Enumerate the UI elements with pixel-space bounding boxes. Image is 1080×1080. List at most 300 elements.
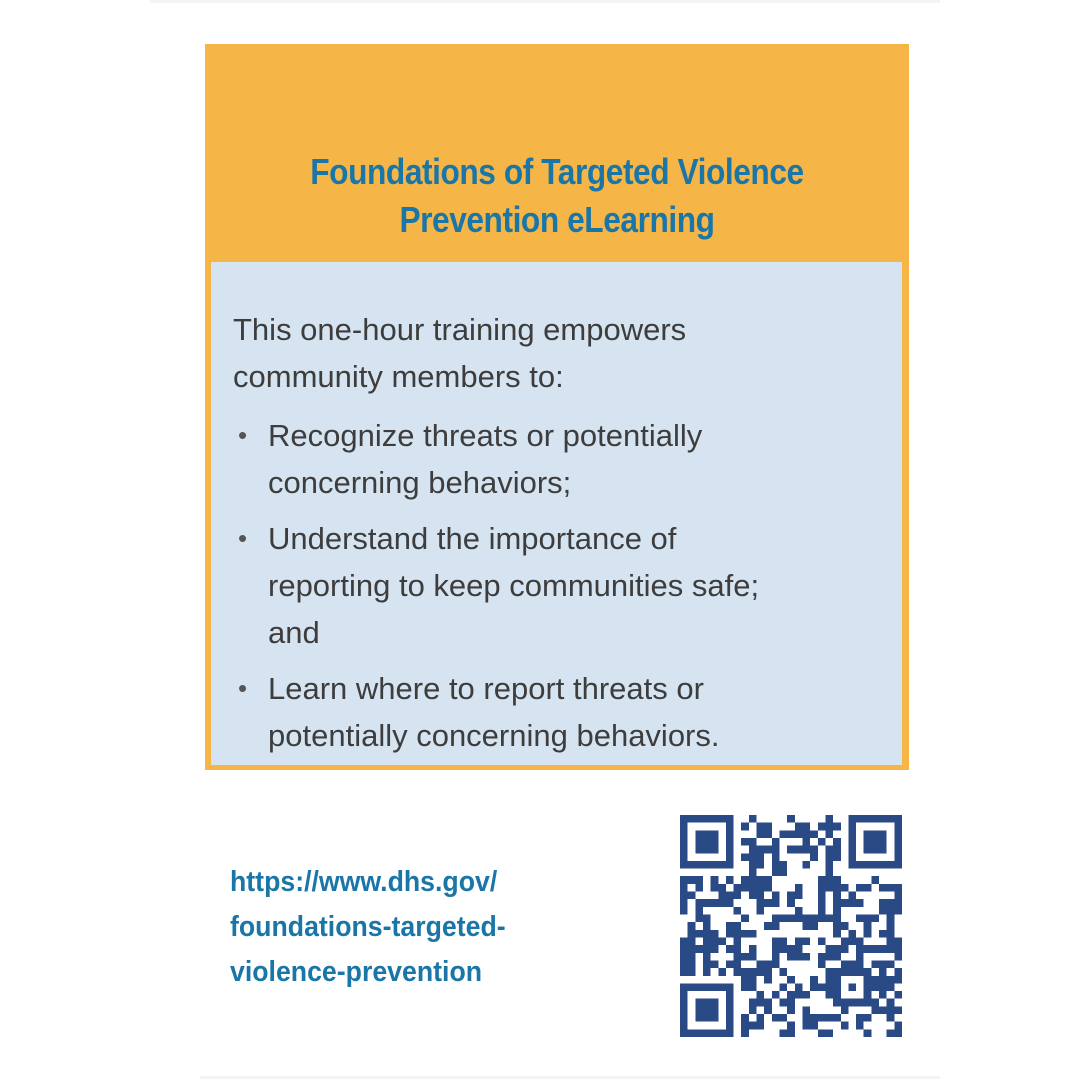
- qr-module: [703, 846, 711, 854]
- qr-module: [734, 960, 742, 968]
- qr-module: [871, 815, 879, 823]
- qr-module: [726, 1014, 734, 1022]
- qr-module: [825, 968, 833, 976]
- qr-module: [741, 968, 749, 976]
- qr-module: [802, 1006, 810, 1014]
- qr-module: [841, 937, 849, 945]
- qr-module: [894, 907, 902, 915]
- qr-module: [703, 830, 711, 838]
- qr-module: [810, 922, 818, 930]
- qr-module: [864, 815, 872, 823]
- qr-module: [703, 930, 711, 938]
- qr-module: [726, 899, 734, 907]
- qr-module: [810, 1022, 818, 1030]
- qr-module: [749, 1006, 757, 1014]
- bullet-icon: •: [238, 523, 248, 553]
- qr-module: [833, 823, 841, 831]
- qr-module: [680, 815, 688, 823]
- url-line-2[interactable]: foundations-targeted-: [230, 911, 506, 943]
- qr-module: [825, 953, 833, 961]
- qr-module: [734, 922, 742, 930]
- qr-module: [833, 899, 841, 907]
- qr-module: [818, 983, 826, 991]
- qr-module: [741, 838, 749, 846]
- qr-module: [726, 1006, 734, 1014]
- qr-module: [802, 937, 810, 945]
- qr-module: [695, 830, 703, 838]
- qr-module: [864, 976, 872, 984]
- qr-module: [795, 953, 803, 961]
- qr-module: [680, 968, 688, 976]
- qr-module: [864, 830, 872, 838]
- qr-module: [887, 1014, 895, 1022]
- qr-module: [879, 991, 887, 999]
- qr-module: [856, 968, 864, 976]
- qr-module: [757, 991, 765, 999]
- qr-module: [871, 999, 879, 1007]
- qr-module: [749, 869, 757, 877]
- qr-module: [757, 999, 765, 1007]
- qr-module: [749, 968, 757, 976]
- qr-module: [879, 968, 887, 976]
- qr-module: [726, 1022, 734, 1030]
- qr-module: [887, 1006, 895, 1014]
- qr-module: [864, 968, 872, 976]
- intro-line-1: This one-hour training empowers: [233, 312, 687, 347]
- qr-module: [787, 892, 795, 900]
- qr-module: [841, 1006, 849, 1014]
- qr-module: [741, 853, 749, 861]
- qr-module: [848, 930, 856, 938]
- qr-module: [825, 869, 833, 877]
- qr-module: [764, 876, 772, 884]
- qr-module: [864, 999, 872, 1007]
- bullet-line: potentially concerning behaviors.: [268, 718, 720, 753]
- qr-module: [711, 899, 719, 907]
- qr-module: [764, 960, 772, 968]
- qr-module: [795, 884, 803, 892]
- qr-module: [787, 815, 795, 823]
- qr-module: [695, 915, 703, 923]
- qr-module: [780, 968, 788, 976]
- qr-module: [887, 922, 895, 930]
- qr-module: [734, 884, 742, 892]
- qr-module: [841, 999, 849, 1007]
- qr-module: [856, 815, 864, 823]
- qr-module: [848, 838, 856, 846]
- qr-module: [703, 838, 711, 846]
- qr-module: [711, 815, 719, 823]
- qr-module: [879, 1006, 887, 1014]
- qr-module: [795, 983, 803, 991]
- qr-module: [871, 876, 879, 884]
- qr-module: [887, 999, 895, 1007]
- qr-module: [695, 899, 703, 907]
- bullet-item: [233, 412, 893, 506]
- qr-module: [749, 953, 757, 961]
- bullet-line: Learn where to report threats or: [268, 671, 704, 706]
- qr-module: [680, 1006, 688, 1014]
- qr-module: [688, 922, 696, 930]
- bullet-line: concerning behaviors;: [268, 465, 572, 500]
- qr-module: [772, 960, 780, 968]
- qr-module: [833, 853, 841, 861]
- qr-module: [688, 937, 696, 945]
- qr-module: [764, 922, 772, 930]
- qr-module: [894, 1006, 902, 1014]
- qr-module: [734, 945, 742, 953]
- qr-module: [772, 861, 780, 869]
- qr-module: [718, 884, 726, 892]
- qr-module: [833, 983, 841, 991]
- intro-line-2: community members to:: [233, 359, 564, 394]
- qr-module: [772, 953, 780, 961]
- url-line-3[interactable]: violence-prevention: [230, 956, 483, 988]
- qr-module: [818, 884, 826, 892]
- url-line-1[interactable]: https://www.dhs.gov/: [230, 866, 498, 898]
- qr-module: [749, 846, 757, 854]
- qr-module: [871, 945, 879, 953]
- qr-module: [726, 815, 734, 823]
- qr-module: [848, 892, 856, 900]
- qr-module: [741, 1022, 749, 1030]
- qr-module: [818, 953, 826, 961]
- qr-module: [711, 1006, 719, 1014]
- qr-module: [688, 930, 696, 938]
- qr-module: [887, 815, 895, 823]
- qr-module: [680, 892, 688, 900]
- qr-module: [818, 937, 826, 945]
- qr-module: [772, 945, 780, 953]
- bullet-line: and: [268, 615, 320, 650]
- qr-module: [703, 1014, 711, 1022]
- qr-module: [894, 823, 902, 831]
- qr-module: [810, 983, 818, 991]
- qr-module: [825, 976, 833, 984]
- qr-module: [726, 991, 734, 999]
- course-title-line-1: Foundations of Targeted Violence: [310, 151, 804, 192]
- qr-module: [703, 945, 711, 953]
- qr-module: [787, 846, 795, 854]
- qr-module: [695, 846, 703, 854]
- qr-module: [695, 907, 703, 915]
- qr-module: [680, 876, 688, 884]
- qr-module: [780, 983, 788, 991]
- qr-module: [856, 861, 864, 869]
- qr-module: [680, 838, 688, 846]
- qr-module: [802, 1022, 810, 1030]
- qr-module: [818, 823, 826, 831]
- qr-module: [703, 815, 711, 823]
- course-card: [205, 44, 909, 770]
- qr-module: [680, 937, 688, 945]
- qr-module: [856, 915, 864, 923]
- qr-module: [680, 846, 688, 854]
- qr-module: [894, 892, 902, 900]
- qr-module: [703, 968, 711, 976]
- qr-module: [749, 876, 757, 884]
- qr-module: [749, 892, 757, 900]
- qr-module: [764, 830, 772, 838]
- intro-text: [233, 306, 873, 400]
- qr-module: [749, 815, 757, 823]
- qr-module: [825, 983, 833, 991]
- qr-module: [848, 983, 856, 991]
- qr-module: [726, 930, 734, 938]
- qr-module: [810, 1014, 818, 1022]
- qr-module: [757, 960, 765, 968]
- qr-module: [718, 1029, 726, 1037]
- course-url-link[interactable]: [230, 860, 506, 995]
- qr-module: [833, 1014, 841, 1022]
- qr-module: [734, 968, 742, 976]
- qr-module: [703, 922, 711, 930]
- qr-module: [749, 884, 757, 892]
- qr-module: [802, 915, 810, 923]
- qr-module: [795, 846, 803, 854]
- qr-module: [749, 945, 757, 953]
- qr-module: [879, 815, 887, 823]
- qr-module: [818, 1014, 826, 1022]
- qr-module: [871, 861, 879, 869]
- qr-module: [795, 892, 803, 900]
- qr-module: [894, 1029, 902, 1037]
- qr-module: [703, 1006, 711, 1014]
- qr-module: [680, 1022, 688, 1030]
- qr-module: [772, 937, 780, 945]
- qr-module: [772, 892, 780, 900]
- qr-module: [718, 983, 726, 991]
- qr-module: [825, 815, 833, 823]
- qr-module: [695, 930, 703, 938]
- qr-module: [780, 1029, 788, 1037]
- qr-module: [856, 899, 864, 907]
- qr-module: [726, 823, 734, 831]
- qr-module: [879, 907, 887, 915]
- qr-module: [711, 945, 719, 953]
- qr-module: [734, 937, 742, 945]
- qr-module: [887, 983, 895, 991]
- qr-module: [856, 999, 864, 1007]
- qr-module: [749, 853, 757, 861]
- qr-module: [833, 915, 841, 923]
- qr-module: [726, 960, 734, 968]
- qr-module: [680, 991, 688, 999]
- bullet-icon: •: [238, 420, 248, 450]
- qr-module: [780, 937, 788, 945]
- qr-module: [795, 991, 803, 999]
- qr-module: [833, 991, 841, 999]
- qr-module: [787, 999, 795, 1007]
- qr-module: [871, 846, 879, 854]
- qr-module: [894, 899, 902, 907]
- qr-module: [887, 884, 895, 892]
- bullet-line: reporting to keep communities safe;: [268, 568, 760, 603]
- qr-module: [879, 830, 887, 838]
- qr-module: [757, 907, 765, 915]
- qr-module: [864, 983, 872, 991]
- qr-module: [764, 968, 772, 976]
- qr-module: [695, 876, 703, 884]
- qr-module: [887, 861, 895, 869]
- qr-module: [879, 838, 887, 846]
- qr-module: [864, 1029, 872, 1037]
- qr-module: [695, 884, 703, 892]
- qr-module: [680, 830, 688, 838]
- qr-module: [726, 983, 734, 991]
- qr-module: [825, 884, 833, 892]
- qr-module: [734, 930, 742, 938]
- qr-module: [825, 861, 833, 869]
- qr-code-icon[interactable]: [680, 815, 902, 1037]
- qr-module: [825, 1014, 833, 1022]
- qr-module: [864, 991, 872, 999]
- qr-module: [772, 838, 780, 846]
- qr-module: [879, 945, 887, 953]
- bullet-line: Recognize threats or potentially: [268, 418, 703, 453]
- qr-module: [787, 953, 795, 961]
- qr-module: [887, 1029, 895, 1037]
- qr-module: [695, 838, 703, 846]
- bullet-icon: •: [238, 673, 248, 703]
- qr-module: [787, 1029, 795, 1037]
- qr-module: [848, 999, 856, 1007]
- qr-module: [802, 922, 810, 930]
- qr-module: [757, 1022, 765, 1030]
- qr-module: [841, 968, 849, 976]
- qr-module: [894, 1022, 902, 1030]
- qr-module: [703, 1029, 711, 1037]
- qr-module: [864, 884, 872, 892]
- qr-module: [864, 930, 872, 938]
- qr-module: [856, 945, 864, 953]
- qr-module: [749, 838, 757, 846]
- qr-module: [718, 899, 726, 907]
- qr-module: [726, 876, 734, 884]
- qr-module: [680, 884, 688, 892]
- qr-module: [680, 899, 688, 907]
- qr-module: [887, 937, 895, 945]
- qr-module: [711, 1029, 719, 1037]
- qr-module: [688, 960, 696, 968]
- qr-module: [894, 815, 902, 823]
- qr-module: [703, 983, 711, 991]
- qr-module: [688, 953, 696, 961]
- qr-module: [680, 853, 688, 861]
- qr-module: [879, 884, 887, 892]
- qr-module: [894, 945, 902, 953]
- top-rule: [150, 0, 940, 3]
- qr-module: [864, 846, 872, 854]
- qr-module: [718, 815, 726, 823]
- qr-module: [833, 907, 841, 915]
- qr-module: [879, 983, 887, 991]
- qr-module: [871, 1006, 879, 1014]
- qr-module: [711, 846, 719, 854]
- qr-module: [703, 915, 711, 923]
- qr-module: [764, 976, 772, 984]
- qr-module: [825, 853, 833, 861]
- qr-module: [795, 945, 803, 953]
- qr-module: [894, 853, 902, 861]
- qr-module: [856, 884, 864, 892]
- qr-module: [741, 876, 749, 884]
- qr-module: [825, 830, 833, 838]
- qr-module: [810, 853, 818, 861]
- qr-module: [802, 846, 810, 854]
- qr-module: [795, 823, 803, 831]
- qr-module: [734, 907, 742, 915]
- qr-module: [688, 892, 696, 900]
- qr-module: [871, 838, 879, 846]
- qr-module: [833, 846, 841, 854]
- qr-module: [772, 922, 780, 930]
- qr-module: [848, 846, 856, 854]
- qr-module: [726, 892, 734, 900]
- qr-module: [802, 823, 810, 831]
- qr-module: [757, 899, 765, 907]
- qr-module: [772, 991, 780, 999]
- qr-module: [757, 884, 765, 892]
- qr-module: [749, 999, 757, 1007]
- qr-module: [726, 999, 734, 1007]
- qr-module: [894, 861, 902, 869]
- qr-module: [856, 937, 864, 945]
- qr-module: [871, 960, 879, 968]
- qr-module: [711, 983, 719, 991]
- qr-module: [879, 976, 887, 984]
- qr-module: [841, 884, 849, 892]
- qr-module: [841, 1022, 849, 1030]
- qr-module: [787, 991, 795, 999]
- qr-module: [871, 915, 879, 923]
- qr-module: [787, 976, 795, 984]
- qr-module: [894, 846, 902, 854]
- qr-module: [680, 823, 688, 831]
- qr-module: [757, 830, 765, 838]
- qr-module: [726, 1029, 734, 1037]
- qr-module: [764, 899, 772, 907]
- qr-module: [780, 861, 788, 869]
- qr-module: [818, 876, 826, 884]
- qr-module: [879, 846, 887, 854]
- qr-module: [818, 960, 826, 968]
- qr-module: [711, 861, 719, 869]
- qr-module: [833, 999, 841, 1007]
- qr-module: [848, 960, 856, 968]
- qr-module: [864, 945, 872, 953]
- qr-module: [688, 1029, 696, 1037]
- qr-module: [894, 976, 902, 984]
- qr-module: [856, 953, 864, 961]
- qr-module: [871, 976, 879, 984]
- qr-module: [757, 853, 765, 861]
- qr-module: [726, 830, 734, 838]
- qr-module: [757, 861, 765, 869]
- qr-module: [802, 861, 810, 869]
- qr-module: [695, 861, 703, 869]
- qr-module: [688, 876, 696, 884]
- qr-module: [695, 945, 703, 953]
- qr-module: [818, 892, 826, 900]
- qr-module: [787, 830, 795, 838]
- qr-module: [848, 823, 856, 831]
- qr-module: [825, 1029, 833, 1037]
- qr-module: [711, 830, 719, 838]
- qr-module: [833, 876, 841, 884]
- qr-module: [688, 968, 696, 976]
- qr-module: [887, 976, 895, 984]
